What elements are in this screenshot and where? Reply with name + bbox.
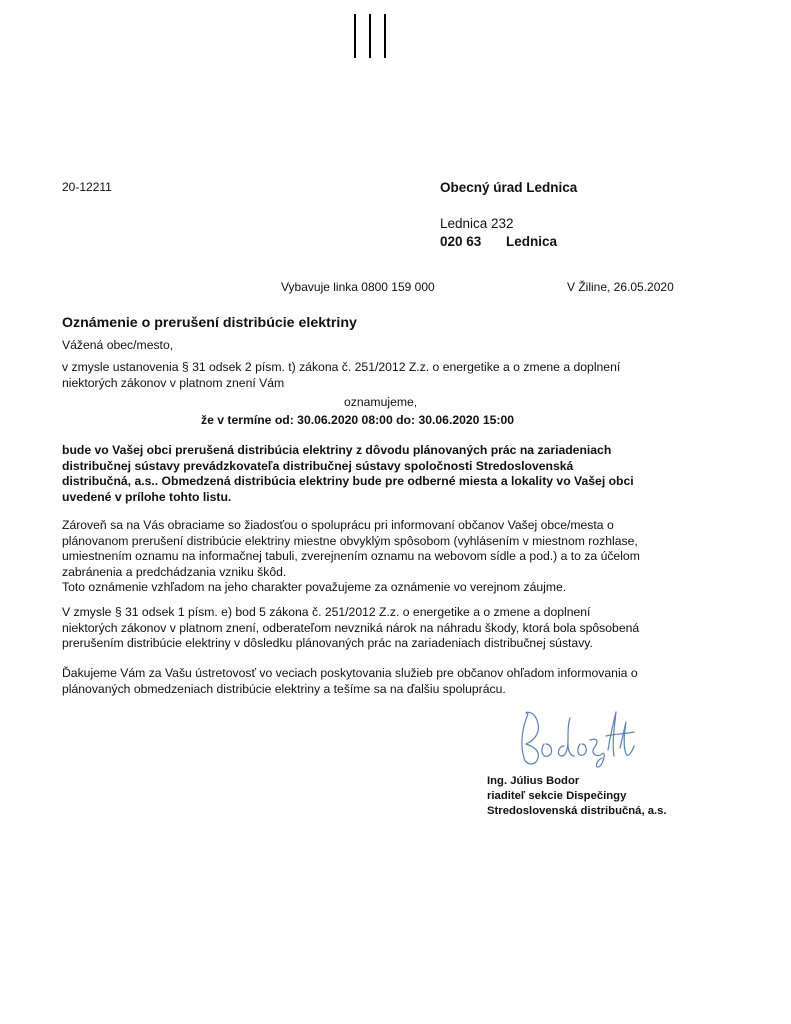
intro-paragraph	[62, 360, 620, 391]
subject-title: Oznámenie o prerušení distribúcie elektriny	[62, 315, 357, 331]
signatory-role: riaditeľ sekcie Dispečingy	[487, 790, 627, 802]
recipient-postal-code: 020 63	[440, 234, 482, 249]
signatory-name: Ing. Július Bodor	[487, 775, 580, 787]
legal-line-1: V zmysle § 31 odsek 1 písm. e) bod 5 zákona č. 251/2012 Z.z. o energetike a o zmene a doplnení	[62, 605, 591, 619]
cooperation-line-2: plánovanom prerušení distribúcie elektriny miestne obvyklým spôsobom (vyhlásením v miestnom rozhlase,	[62, 533, 638, 548]
intro-line-2: niektorých zákonov v platnom znení Vám	[62, 375, 285, 390]
interruption-line-4: uvedené v prílohe tohto listu.	[62, 489, 232, 504]
reference-number: 20-12211	[62, 180, 112, 194]
signatory-company: Stredoslovenská distribučná, a.s.	[487, 805, 667, 817]
header-mark-1	[354, 14, 356, 58]
intro-line-1: v zmysle ustanovenia § 31 odsek 2 písm. t) zákona č. 251/2012 Z.z. o energetike a o zmene a doplnení	[62, 360, 621, 374]
thanks-paragraph	[62, 666, 638, 697]
cooperation-line-5: Toto oznámenie vzhľadom na jeho charakter považujeme za oznámenie vo verejnom záujme.	[62, 580, 567, 595]
recipient-name: Obecný úrad Lednica	[440, 180, 578, 195]
thanks-line-1: Ďakujeme Vám za Vašu ústretovosť vo veciach poskytovania služieb pre občanov ohľadom informovania o	[62, 666, 638, 680]
interruption-line-2: distribučnej sústavy prevádzkovateľa distribučnej sústavy spoločnosti Stredoslovenská	[62, 458, 574, 473]
salutation: Vážená obec/mesto,	[62, 338, 174, 352]
legal-line-2: niektorých zákonov v platnom znení, odberateľom nevzniká nárok na náhradu škody, ktorá bola spôsobená	[62, 620, 640, 635]
cooperation-paragraph	[62, 518, 640, 596]
handwritten-signature	[510, 700, 640, 770]
recipient-city: Lednica	[506, 234, 558, 249]
cooperation-line-4: zabránenia a predchádzania vzniku škôd.	[62, 564, 287, 579]
contact-line: Vybavuje linka 0800 159 000	[281, 280, 435, 294]
header-mark-2	[369, 14, 371, 58]
place-date: V Žiline, 26.05.2020	[567, 280, 674, 294]
legal-paragraph	[62, 605, 639, 652]
signatory-block	[487, 774, 667, 819]
cooperation-line-1: Zároveň sa na Vás obraciame so žiadosťou o spoluprácu pri informovaní občanov Vašej obce/mesta o	[62, 518, 614, 532]
header-mark-3	[384, 14, 386, 58]
cooperation-line-3: umiestnením oznamu na informačnej tabuli, zverejnením oznamu na webovom sídle a pod.) a to za účelom	[62, 549, 640, 564]
legal-line-3: prerušením distribúcie elektriny v dôsledku plánovaných prác na zariadeniach distribučnej sústavy.	[62, 636, 593, 651]
interruption-line-1: bude vo Vašej obci prerušená distribúcia elektriny z dôvodu plánovaných prác na zariadeniach	[62, 443, 612, 457]
thanks-line-2: plánovaných obmedzeniach distribúcie elektriny a tešíme sa na ďalšiu spoluprácu.	[62, 681, 506, 696]
announce-word: oznamujeme,	[344, 395, 418, 409]
interruption-paragraph	[62, 443, 634, 505]
recipient-street: Lednica 232	[440, 216, 514, 231]
interruption-line-3: distribučná, a.s.. Obmedzená distribúcia elektriny bude pre odberné miesta a lokality vo Vašej obci	[62, 474, 634, 489]
term-line: že v termíne od: 30.06.2020 08:00 do: 30.06.2020 15:00	[201, 413, 514, 427]
